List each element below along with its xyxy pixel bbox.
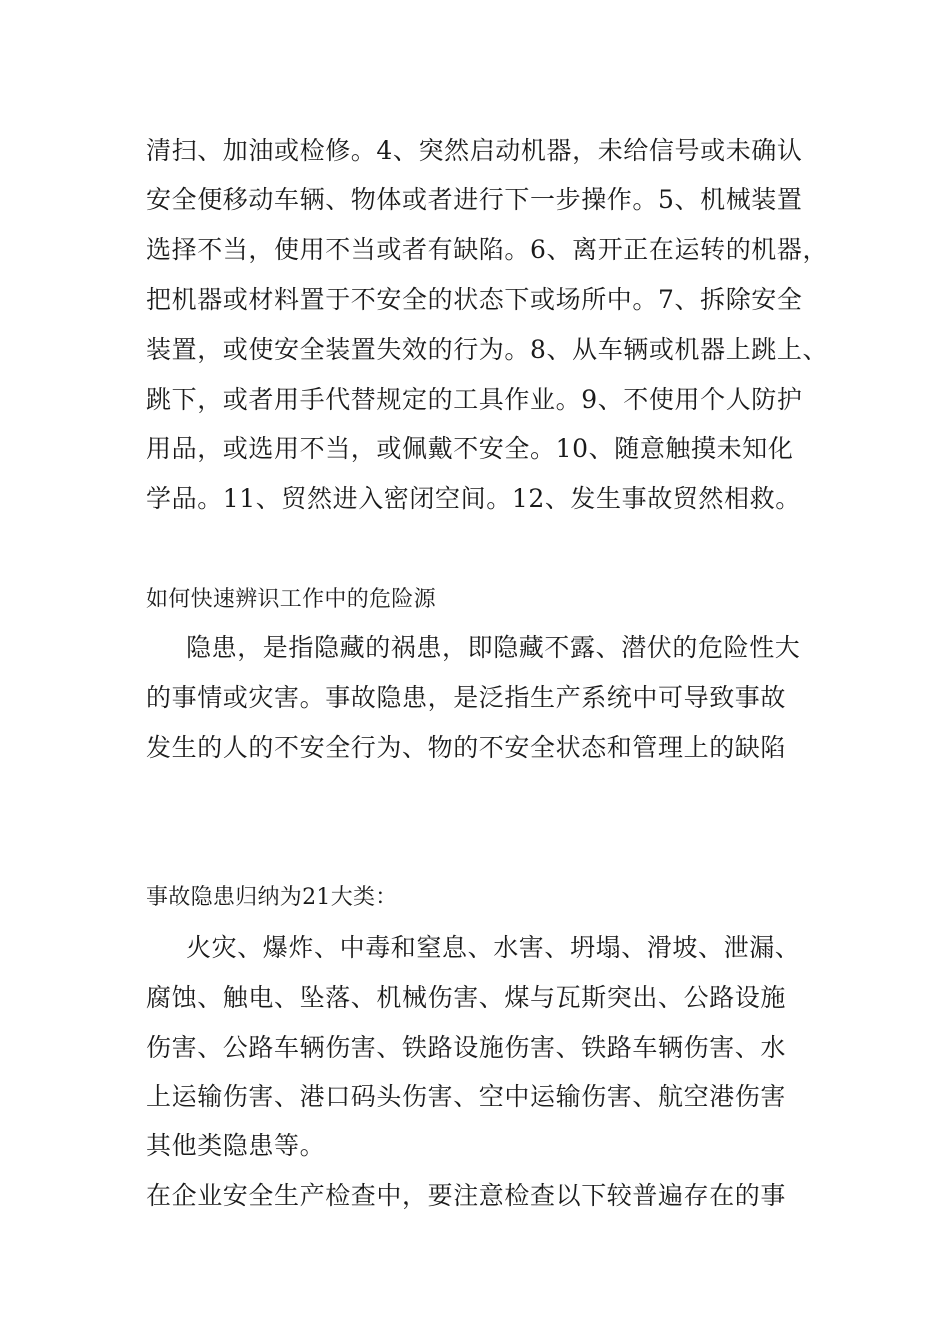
paragraph-line: 发生的人的不安全行为、物的不安全状态和管理上的缺陷 [146, 733, 787, 762]
paragraph-line: 跳下，或者用手代替规定的工具作业。9、不使用个人防护 [146, 385, 803, 414]
paragraph-line: 把机器或材料置于不安全的状态下或场所中。7、拆除安全 [146, 285, 803, 314]
paragraph-line: 学品。11、贸然进入密闭空间。12、发生事故贸然相救。 [146, 484, 801, 513]
paragraph-line: 装置，或使安全装置失效的行为。8、从车辆或机器上跳上、 [146, 335, 829, 364]
paragraph-line: 上运输伤害、港口码头伤害、空中运输伤害、航空港伤害 [146, 1082, 787, 1111]
paragraph-line: 在企业安全生产检查中，要注意检查以下较普遍存在的事 [146, 1181, 787, 1210]
paragraph-line: 清扫、加油或检修。4、突然启动机器，未给信号或未确认 [146, 136, 803, 165]
paragraph-line: 安全便移动车辆、物体或者进行下一步操作。5、机械装置 [146, 185, 803, 214]
paragraph-line: 腐蚀、触电、坠落、机械伤害、煤与瓦斯突出、公路设施 [146, 983, 787, 1012]
section-heading: 事故隐患归纳为21大类： [146, 885, 398, 910]
section-heading: 如何快速辨识工作中的危险源 [146, 587, 436, 612]
paragraph-line: 隐患，是指隐藏的祸患，即隐藏不露、潜伏的危险性大 [186, 633, 801, 662]
paragraph-line: 选择不当，使用不当或者有缺陷。6、离开正在运转的机器， [146, 235, 829, 264]
paragraph-line: 的事情或灾害。事故隐患，是泛指生产系统中可导致事故 [146, 683, 787, 712]
paragraph-line: 用品，或选用不当，或佩戴不安全。10、随意触摸未知化 [146, 434, 794, 463]
paragraph-line: 火灾、爆炸、中毒和窒息、水害、坍塌、滑坡、泄漏、 [186, 933, 801, 962]
paragraph-line: 伤害、公路车辆伤害、铁路设施伤害、铁路车辆伤害、水 [146, 1033, 787, 1062]
paragraph-line: 其他类隐患等。 [146, 1131, 326, 1160]
